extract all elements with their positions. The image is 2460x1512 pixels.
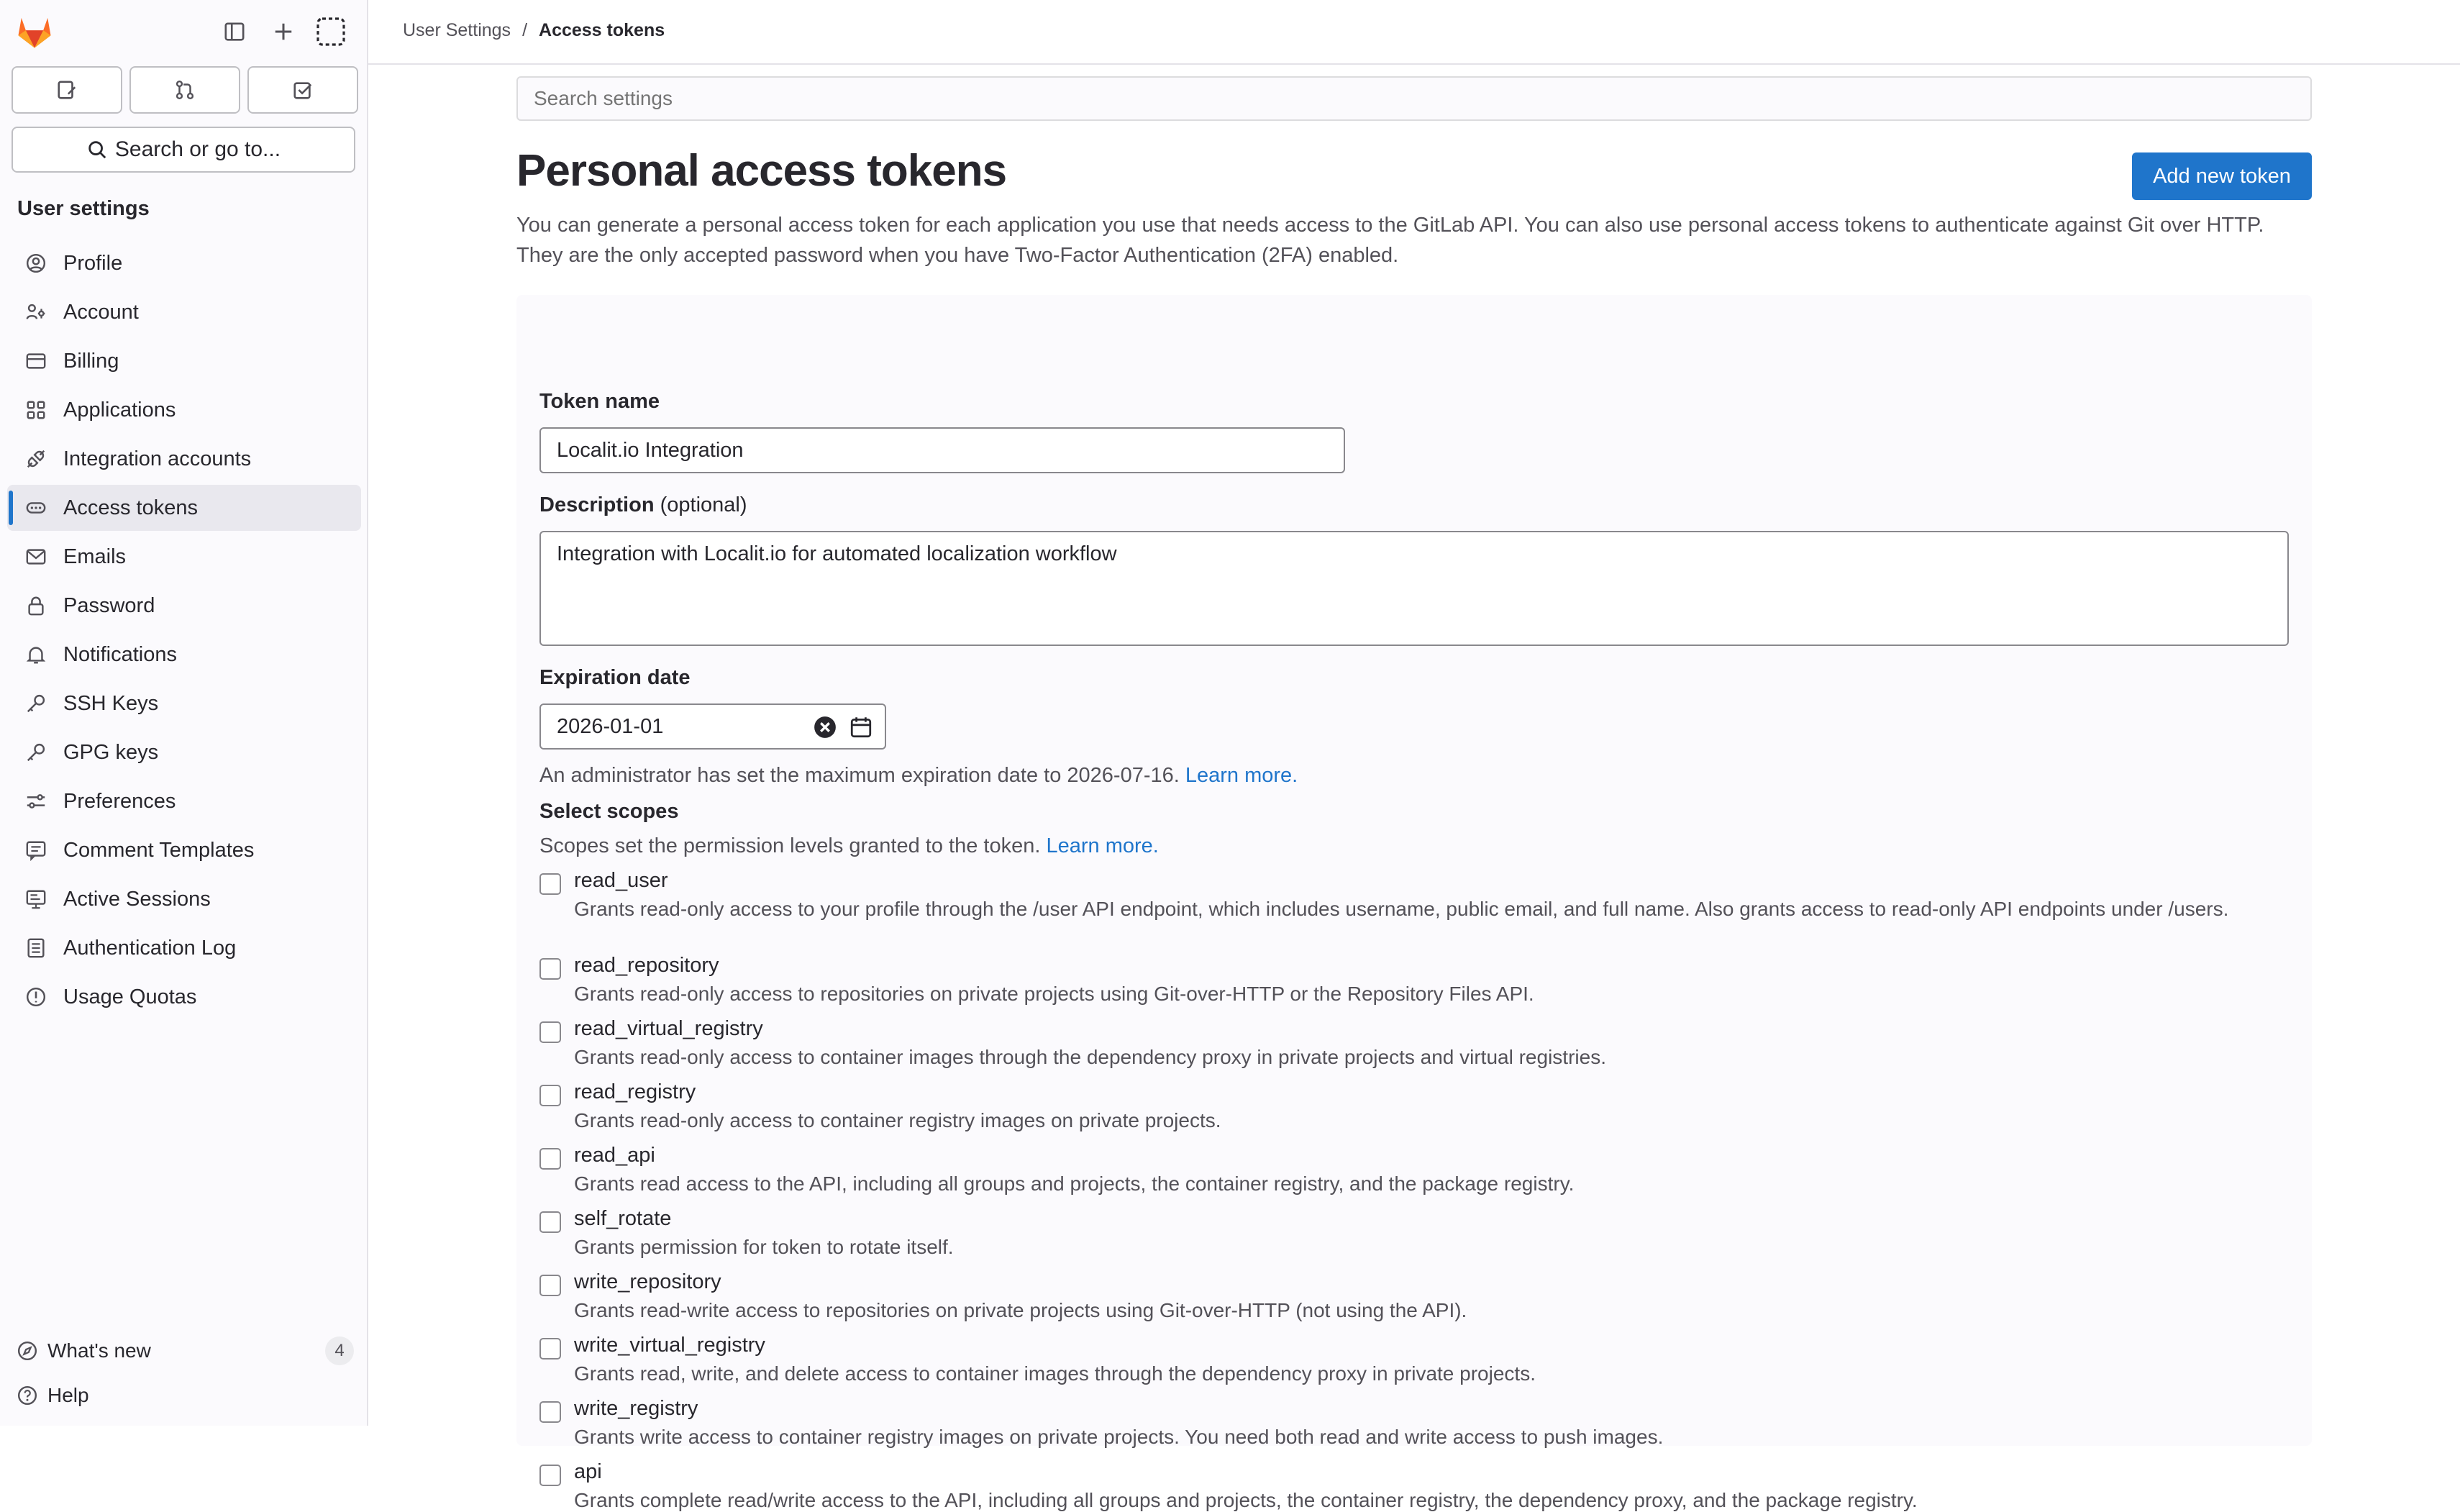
scope-checkbox[interactable] [539,958,561,980]
scope-description: Grants complete read/write access to the API, including all groups and projects, the container registry, the dependency proxy, and the package registry. [574,1489,1918,1511]
scope-checkbox[interactable] [539,1465,561,1486]
sidebar-item-label: Password [63,593,155,617]
scopes-help: Scopes set the permission levels granted to the token. [539,834,1041,857]
merge-request-icon [174,79,196,101]
scope-description: Grants read-only access to container images through the dependency proxy in private projects and virtual registries. [574,1046,1606,1068]
scope-checkbox[interactable] [539,1148,561,1170]
mail-icon [23,544,49,570]
sidebar-item-label: Notifications [63,642,177,666]
preferences-icon [23,788,49,814]
sidebar-item-label: GPG keys [63,740,159,764]
sidebar-item-label: Profile [63,251,123,275]
scope-checkbox[interactable] [539,873,561,895]
sidebar-item-label: Account [63,300,139,324]
sidebar-item-gpg-keys[interactable] [7,729,361,775]
key-icon [23,691,49,716]
sidebar-item-label: Integration accounts [63,447,252,470]
scope-checkbox[interactable] [539,1275,561,1296]
sidebar-item-label: Usage Quotas [63,985,197,1008]
description-value: Integration with Localit.io for automated localization workflow [557,542,1117,565]
sidebar-item-ssh-keys[interactable] [7,680,361,727]
page-description: You can generate a personal access token for each application you use that needs access to the GitLab API. You can also use personal access tokens to authenticate against Git over HTTP. They are the only accepted password when you have Two-Factor Authentication (2FA) enabled. [516,214,2264,267]
sidebar-item-label: Preferences [63,789,176,813]
whats-new-count-badge: 4 [325,1336,354,1365]
scope-checkbox[interactable] [539,1085,561,1106]
expiration-learn-more-link[interactable]: Learn more. [1185,764,1298,787]
sidebar-item-label: Billing [63,349,119,373]
scope-checkbox[interactable] [539,1338,561,1360]
scope-checkbox[interactable] [539,1021,561,1043]
help-button[interactable] [14,1383,354,1408]
applications-icon [23,397,49,423]
scope-name: read_registry [574,1080,696,1103]
scope-description: Grants read access to the API, including all groups and projects, the container registry, and the package registry. [574,1172,1575,1195]
token-name-label: Token name [539,390,660,413]
help-label: Help [47,1384,89,1406]
assigned-issues-button[interactable] [12,66,122,114]
comment-icon [23,837,49,863]
sidebar-item-label: Emails [63,545,127,568]
profile-icon [23,250,49,276]
sidebar-item-applications[interactable] [7,387,361,433]
help-icon [14,1383,40,1408]
breadcrumb-current[interactable]: Access tokens [539,20,665,40]
scope-name: write_registry [574,1397,698,1420]
sidebar-item-label: SSH Keys [63,691,159,715]
scope-name: self_rotate [574,1207,672,1230]
quota-icon [23,984,49,1010]
gitlab-logo-icon[interactable] [14,13,55,50]
todo-icon [292,79,314,101]
scope-name: write_virtual_registry [574,1334,765,1357]
new-token-form [516,295,2312,1511]
breadcrumb-separator: / [522,20,528,40]
sidebar-item-integration-accounts[interactable] [7,436,361,482]
scope-checkbox[interactable] [539,1401,561,1423]
toggle-sidebar-icon[interactable] [220,17,249,46]
issues-icon [56,79,78,101]
sidebar-item-account[interactable] [7,289,361,335]
sidebar-nav [7,240,361,1023]
scope-description: Grants write access to container registry images on private projects. You need both read and write access to push images. [574,1426,1664,1448]
compass-icon [14,1338,40,1364]
search-or-go-to-button[interactable] [12,127,355,173]
scope-description: Grants read, write, and delete access to container images through the dependency proxy in private projects. [574,1362,1536,1385]
description-optional: (optional) [660,493,747,516]
sidebar-item-billing[interactable] [7,338,361,384]
sidebar-title: User settings [17,197,150,220]
page-title: Personal access tokens [516,146,1007,196]
billing-icon [23,348,49,374]
description-label [539,493,747,517]
scope-api [539,1460,2287,1511]
expiration-date-value: 2026-01-01 [557,714,664,738]
scope-description: Grants read-only access to your profile through the /user API endpoint, which includes username, public email, and full name. Also grants access to read-only API endpoints under /users. [574,898,2229,920]
token-name-value: Localit.io Integration [557,438,744,462]
scope-name: read_repository [574,954,719,977]
search-settings-input[interactable] [516,76,2312,121]
log-icon [23,935,49,961]
breadcrumb [403,20,665,41]
expiration-date-label: Expiration date [539,666,691,689]
sidebar-item-authentication-log[interactable] [7,925,361,971]
sidebar-item-label: Access tokens [63,496,198,519]
main-content [516,76,2312,1511]
sidebar-item-profile[interactable] [7,240,361,286]
top-header [368,0,2460,65]
expiration-help: An administrator has set the maximum expiration date to 2026-07-16. [539,764,1180,787]
key-icon [23,739,49,765]
scope-checkbox[interactable] [539,1211,561,1233]
scope-description: Grants permission for token to rotate itself. [574,1236,954,1258]
whats-new-label: What's new [47,1339,151,1362]
sidebar-top [0,0,368,63]
sidebar-item-notifications[interactable] [7,632,361,678]
sidebar-item-access-tokens[interactable] [7,485,361,531]
sidebar [0,0,368,1426]
add-new-token-button[interactable]: Add new token [2132,152,2312,200]
monitor-icon [23,886,49,912]
scope-name: read_virtual_registry [574,1017,763,1040]
token-name-input[interactable] [539,427,1345,473]
sidebar-item-emails[interactable] [7,534,361,580]
search-icon [86,139,108,160]
integration-icon [23,446,49,472]
lock-icon [23,593,49,619]
scope-description: Grants read-only access to container registry images on private projects. [574,1109,1221,1131]
sidebar-item-label: Active Sessions [63,887,211,911]
bell-icon [23,642,49,668]
sidebar-item-label: Comment Templates [63,838,255,862]
sidebar-item-label: Applications [63,398,176,422]
scopes-learn-more-link[interactable]: Learn more. [1046,834,1159,857]
sidebar-item-password[interactable] [7,583,361,629]
description-label-text: Description [539,493,655,516]
sidebar-item-usage-quotas[interactable] [7,974,361,1020]
token-icon [23,495,49,521]
scope-name: read_user [574,869,668,892]
sidebar-item-label: Authentication Log [63,936,237,960]
expiration-date-input[interactable] [539,703,886,750]
user-avatar-icon[interactable] [316,17,345,46]
merge-requests-button[interactable] [129,66,240,114]
scope-description: Grants read-write access to repositories on private projects using Git-over-HTTP (not using the API). [574,1299,1467,1321]
whats-new-button[interactable] [14,1336,354,1365]
todo-list-button[interactable] [247,66,358,114]
scope-name: api [574,1460,602,1483]
description-textarea[interactable] [539,531,2289,646]
clear-date-icon[interactable] [813,715,837,745]
sidebar-item-preferences[interactable] [7,778,361,824]
calendar-icon[interactable] [849,715,873,745]
sidebar-item-active-sessions[interactable] [7,876,361,922]
account-icon [23,299,49,325]
sidebar-item-comment-templates[interactable] [7,827,361,873]
create-new-icon[interactable] [269,17,298,46]
scope-description: Grants read-only access to repositories on private projects using Git-over-HTTP or the Repository Files API. [574,983,1534,1005]
select-scopes-label: Select scopes [539,800,679,823]
search-label: Search or go to... [114,137,281,161]
breadcrumb-user-settings[interactable]: User Settings [403,20,511,40]
expiration-help-text [539,764,1298,788]
scope-name: write_repository [574,1270,721,1293]
scope-name: read_api [574,1144,655,1167]
scopes-help-text [539,834,1159,858]
